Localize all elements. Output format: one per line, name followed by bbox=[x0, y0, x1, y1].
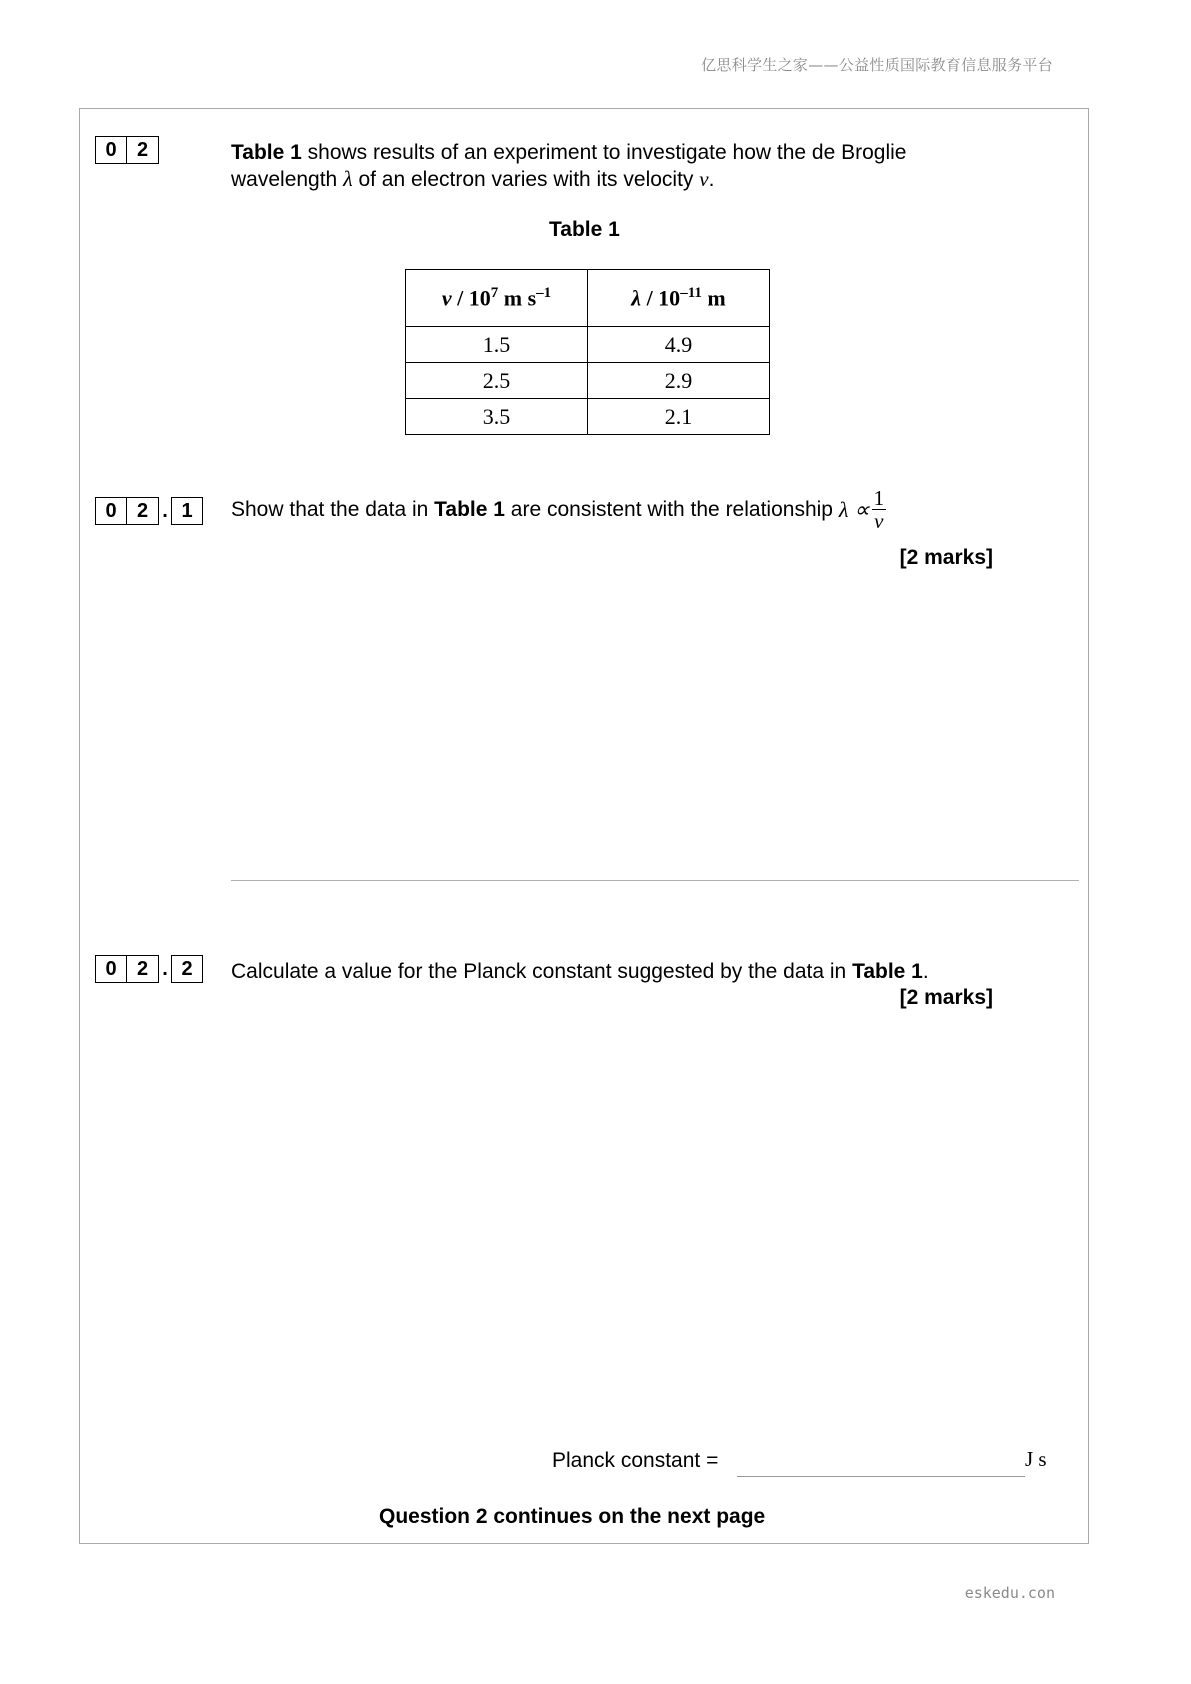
velocity-symbol: v bbox=[441, 285, 452, 311]
part2-period: . bbox=[922, 960, 929, 983]
question-number-box bbox=[95, 136, 159, 164]
part2-number-box bbox=[95, 955, 203, 983]
intro-text-line2: wavelength bbox=[231, 168, 344, 191]
column-header-wavelength bbox=[588, 270, 770, 327]
relationship-symbol: λ ∝ bbox=[838, 496, 870, 522]
part-digit: 0 bbox=[95, 497, 127, 525]
velocity-cell: 2.5 bbox=[406, 363, 588, 399]
fraction bbox=[872, 487, 887, 532]
table-row bbox=[406, 363, 770, 399]
part2-prompt bbox=[231, 959, 929, 985]
lambda-symbol: λ bbox=[343, 166, 353, 191]
velocity-unit-b: m s bbox=[498, 285, 537, 311]
wavelength-cell: 4.9 bbox=[588, 327, 770, 363]
velocity-cell: 3.5 bbox=[406, 399, 588, 435]
table-row bbox=[406, 399, 770, 435]
part1-text-a: Show that the data in bbox=[231, 497, 435, 521]
velocity-cell: 1.5 bbox=[406, 327, 588, 363]
velocity-unit-a: / 10 bbox=[451, 285, 491, 311]
velocity-exponent: 7 bbox=[490, 284, 499, 301]
fraction-denominator: v bbox=[874, 509, 884, 533]
intro-text-line2b: of an electron varies with its velocity bbox=[352, 168, 700, 191]
part-sub-digit: 1 bbox=[171, 497, 203, 525]
column-header-velocity bbox=[406, 270, 588, 327]
part1-number-box bbox=[95, 497, 203, 525]
answer-line[interactable] bbox=[737, 1476, 1025, 1477]
part-sub-digit: 2 bbox=[171, 955, 203, 983]
part1-text-bold: Table 1 bbox=[434, 497, 505, 521]
wavelength-unit-b: m bbox=[701, 285, 726, 311]
intro-period: . bbox=[708, 168, 715, 191]
v-symbol: v bbox=[699, 167, 709, 191]
part-digit: 2 bbox=[127, 497, 159, 525]
header-note: 亿思科学生之家——公益性质国际教育信息服务平台 bbox=[701, 56, 1053, 74]
wavelength-cell: 2.1 bbox=[588, 399, 770, 435]
answer-space-divider bbox=[231, 880, 1079, 881]
wavelength-symbol: λ bbox=[631, 285, 642, 311]
results-table bbox=[405, 269, 770, 435]
footer-note: eskedu.con bbox=[964, 1584, 1055, 1602]
table-row bbox=[406, 327, 770, 363]
fraction-numerator: 1 bbox=[873, 486, 885, 510]
answer-label: Planck constant = bbox=[552, 1449, 719, 1472]
part1-marks: [2 marks] bbox=[899, 546, 993, 569]
wavelength-unit-a: / 10 bbox=[641, 285, 681, 311]
intro-text: shows results of an experiment to investigate how the de Broglie bbox=[301, 141, 907, 164]
table-title: Table 1 bbox=[549, 218, 620, 241]
intro-bold: Table 1 bbox=[231, 141, 302, 164]
part1-prompt bbox=[231, 487, 886, 532]
velocity-unit-exponent: –1 bbox=[536, 284, 552, 301]
part-digit: 0 bbox=[95, 955, 127, 983]
wavelength-exponent: –11 bbox=[680, 284, 702, 301]
part-dot: . bbox=[162, 957, 168, 980]
answer-unit: J s bbox=[1025, 1447, 1047, 1471]
wavelength-cell: 2.9 bbox=[588, 363, 770, 399]
part2-text-bold: Table 1 bbox=[852, 960, 923, 983]
continues-note: Question 2 continues on the next page bbox=[379, 1505, 766, 1528]
part-dot: . bbox=[162, 499, 168, 522]
question-intro bbox=[231, 140, 906, 193]
part2-text-a: Calculate a value for the Planck constant suggested by the data in bbox=[231, 960, 853, 983]
part-digit: 2 bbox=[127, 955, 159, 983]
question-digit: 2 bbox=[127, 136, 159, 164]
part2-marks: [2 marks] bbox=[899, 986, 993, 1009]
question-digit: 0 bbox=[95, 136, 127, 164]
part1-text-b: are consistent with the relationship bbox=[504, 497, 839, 521]
